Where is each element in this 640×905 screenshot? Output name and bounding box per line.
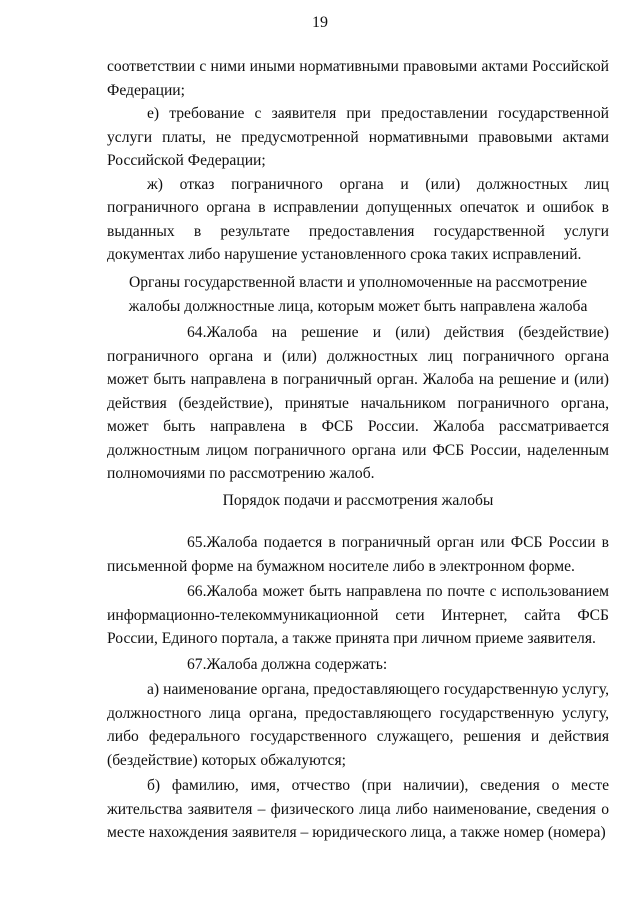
section-heading-block-2 [107, 489, 609, 513]
paragraph-item-67 [107, 653, 609, 677]
section-heading-procedure: Порядок подачи и рассмотрения жалобы [222, 492, 494, 509]
paragraph-sub-b: б) фамилию, имя, отчество (при наличии), сведения о месте жительства заявителя – физического лица либо наименование, сведения о месте нахождения заявителя – юридического лица, а также номер (номера) [107, 777, 609, 841]
item-text: Жалоба на решение и (или) действия (бездействие) пограничного органа и (или) должностных лиц пограничного органа может быть направлена в пограничный орган. Жалоба на решение и (или) действия (бездействие), принятые начальником пограничного органа, может быть направлена в ФСБ России. Жалоба рассматривается должностным лицом пограничного органа или ФСБ России, наделенным полномочиями по рассмотрению жалоб. [107, 324, 609, 482]
page-number: 19 [312, 14, 328, 31]
paragraph-item-64 [107, 321, 609, 486]
paragraph-item-zh: ж) отказ пограничного органа и (или) должностных лиц пограничного органа в исправлении допущенных опечаток и ошибок в выданных в результате предоставления государственной услуги документах либо нарушение установленного срока таких исправлений. [107, 175, 609, 263]
paragraph-sub-a: а) наименование органа, предоставляющего государственную услугу, должностного лица органа, предоставляющего государственную услугу, либо федерального государственного служащего, решения и действия (бездействие) которых обжалуются; [107, 681, 609, 769]
items-65-67-block [107, 531, 609, 845]
item-text: Жалоба должна содержать: [206, 655, 388, 673]
item-64-block [107, 321, 609, 486]
paragraph-item-e: е) требование с заявителя при предоставлении государственной услуги платы, не предусмотренной нормативными правовыми актами Российской Федерации; [107, 105, 609, 169]
item-text: Жалоба может быть направлена по почте с использованием информационно-телекоммуникационной сети Интернет, сайта ФСБ России, Единого портала, а также принята при личном приеме заявителя. [107, 583, 609, 647]
item-number: 64. [187, 324, 207, 341]
section-heading-block [107, 271, 609, 318]
paragraph-group-top [107, 55, 609, 267]
item-number: 66. [187, 583, 207, 600]
paragraph-continuation: соответствии с ними иными нормативными правовыми актами Российской Федерации; [107, 58, 609, 99]
item-text: Жалоба подается в пограничный орган или ФСБ России в письменной форме на бумажном носителе либо в электронном форме. [107, 534, 609, 575]
item-number: 67. [187, 655, 207, 673]
section-heading-authorities: Органы государственной власти и уполномоченные на рассмотрение жалобы должностные лица, которым может быть направлена жалоба [128, 274, 588, 315]
paragraph-item-66 [107, 580, 609, 651]
paragraph-item-65 [107, 531, 609, 578]
item-number: 65. [187, 534, 207, 551]
